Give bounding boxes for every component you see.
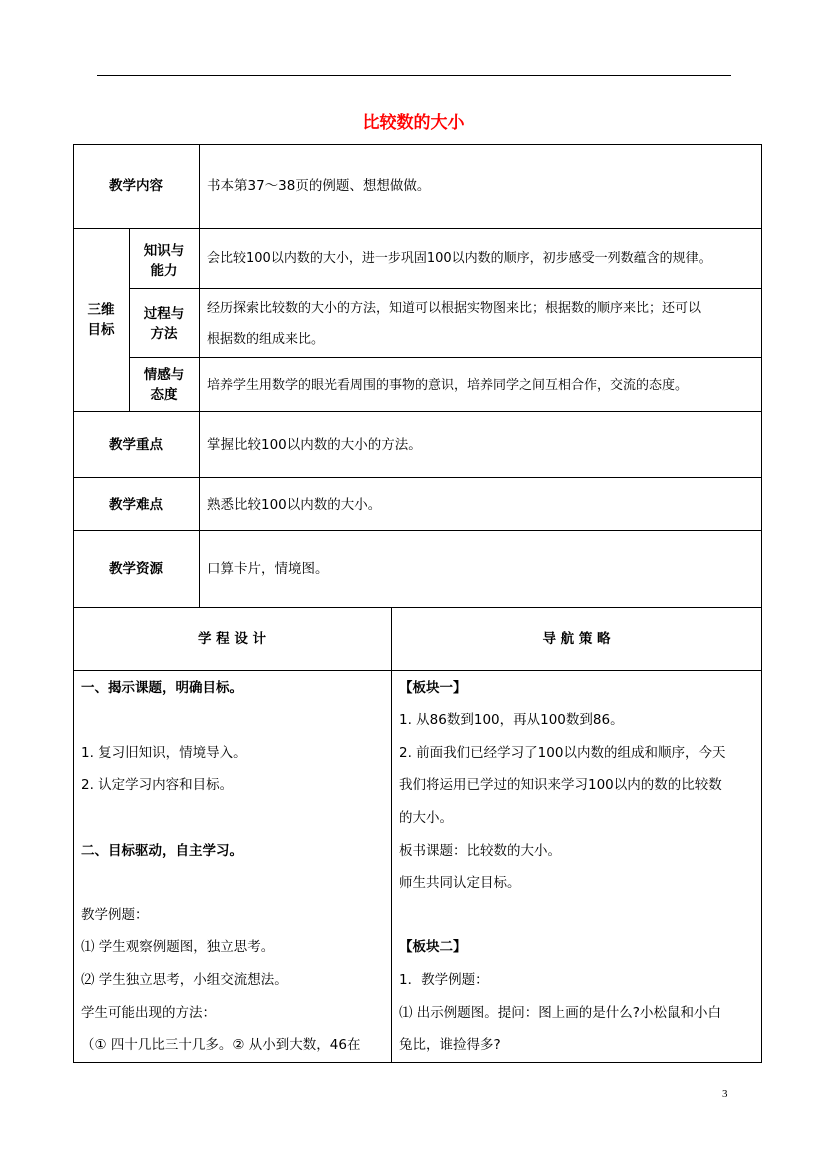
content-value: 书本第37～38页的例题、想想做做。 [207, 178, 431, 194]
resources-value: 口算卡片，情境图。 [207, 561, 329, 577]
goal-label-process: 方法 [150, 326, 178, 342]
right-line: 1．教学例题： [399, 972, 489, 988]
right-line: 2. 前面我们已经学习了100以内数的组成和顺序，今天 [399, 745, 726, 761]
key-label: 教学重点 [109, 437, 163, 453]
right-block-heading: 【板块一】 [399, 680, 467, 696]
goals-label: 三维 [87, 302, 115, 318]
goal-text-attitude: 培养学生用数学的眼光看周围的事物的意识，培养同学之间互相合作，交流的态度。 [207, 378, 689, 393]
goals-label: 目标 [87, 322, 115, 338]
goal-text-knowledge: 会比较100以内数的大小，进一步巩固100以内数的顺序，初步感受一列数蕴含的规律。 [207, 251, 712, 266]
right-block-heading: 【板块二】 [399, 939, 467, 955]
right-line: 兔比，谁捡得多? [399, 1037, 501, 1053]
right-line: 的大小。 [399, 810, 453, 826]
goal-text-process: 经历探索比较数的大小的方法，知道可以根据实物图来比；根据数的顺序来比；还可以 [207, 301, 702, 316]
content-label: 教学内容 [109, 178, 163, 194]
left-column-header: 学 程 设 计 [197, 631, 267, 647]
left-line: ⑵ 学生独立思考，小组交流想法。 [81, 972, 288, 988]
right-line: 1. 从86数到100，再从100数到86。 [399, 712, 624, 728]
right-line: ⑴ 出示例题图。提问：图上画的是什么?小松鼠和小白 [399, 1005, 721, 1021]
header-rule [97, 75, 731, 76]
left-line: 1. 复习旧知识，情境导入。 [81, 745, 247, 761]
goal-label-attitude: 情感与 [143, 367, 185, 383]
left-line: 2. 认定学习内容和目标。 [81, 777, 234, 793]
right-line: 板书课题：比较数的大小。 [399, 843, 561, 859]
page-title: 比较数的大小 [362, 113, 465, 133]
left-section-heading: 二、目标驱动，自主学习。 [81, 843, 243, 859]
left-line: （① 四十几比三十几多。② 从小到大数，46在 [81, 1037, 361, 1053]
goal-text-process: 根据数的组成来比。 [207, 332, 325, 347]
difficulty-value: 熟悉比较100以内数的大小。 [207, 497, 382, 513]
right-line: 师生共同认定目标。 [399, 875, 521, 891]
key-value: 掌握比较100以内数的大小的方法。 [207, 437, 422, 453]
right-line: 我们将运用已学过的知识来学习100以内的数的比较数 [399, 777, 722, 793]
left-line: 学生可能出现的方法： [81, 1005, 216, 1021]
left-line: ⑴ 学生观察例题图，独立思考。 [81, 939, 275, 955]
right-column-header: 导 航 策 略 [542, 631, 611, 647]
left-line: 教学例题： [81, 907, 149, 923]
left-section-heading: 一、揭示课题，明确目标。 [81, 680, 243, 696]
page-number: 3 [722, 1088, 728, 1100]
goal-label-knowledge: 能力 [150, 263, 178, 279]
goal-label-process: 过程与 [143, 306, 185, 322]
resources-label: 教学资源 [109, 561, 163, 577]
difficulty-label: 教学难点 [109, 497, 163, 513]
goal-label-knowledge: 知识与 [143, 243, 185, 259]
goal-label-attitude: 态度 [150, 387, 178, 403]
